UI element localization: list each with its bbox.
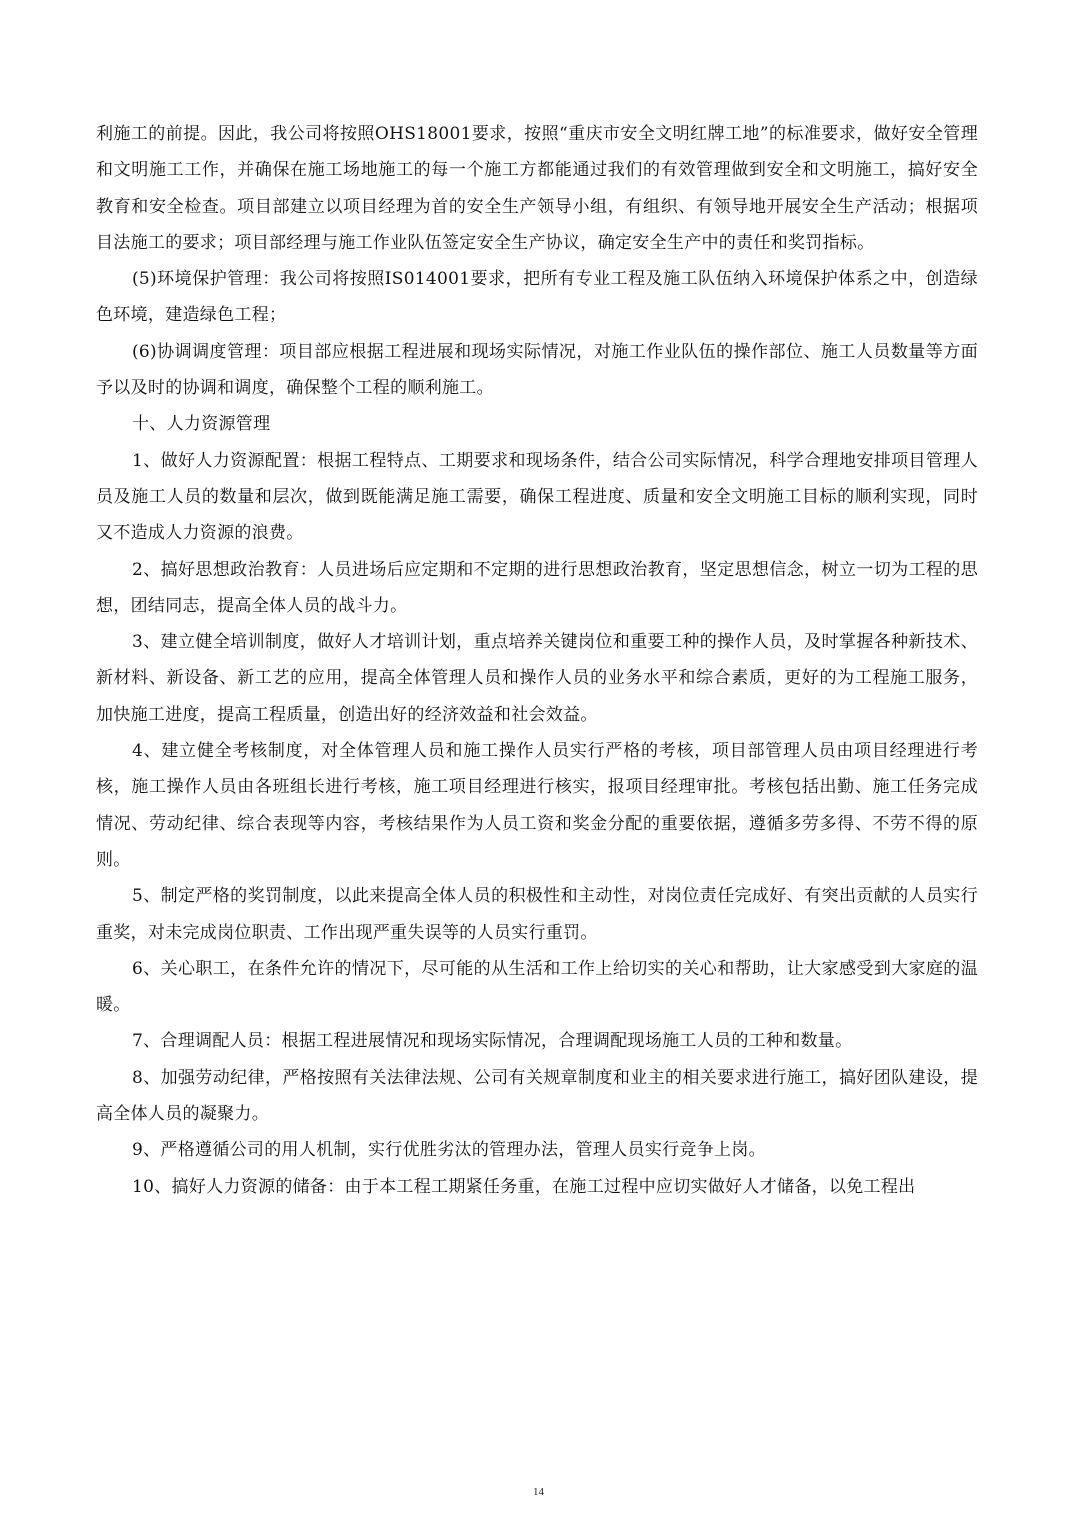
paragraph-item-2: 2、搞好思想政治教育：人员进场后应定期和不定期的进行思想政治教育，坚定思想信念，树立一切为工程的思想，团结同志，提高全体人员的战斗力。 — [96, 559, 978, 616]
paragraph-item-8: 8、加强劳动纪律，严格按照有关法律法规、公司有关规章制度和业主的相关要求进行施工，搞好团队建设，提高全体人员的凝聚力。 — [96, 1067, 978, 1125]
paragraph-item-6: 6、关心职工，在条件允许的情况下，尽可能的从生活和工作上给切实的关心和帮助，让大家感受到大家庭的温暖。 — [96, 958, 978, 1016]
paragraph-item-7: 7、合理调配人员：根据工程进展情况和现场实际情况，合理调配现场施工人员的工种和数量。 — [132, 1031, 853, 1052]
paragraph-environmental-management: (5)环境保护管理：我公司将按照IS014001要求，把所有专业工程及施工队伍纳入环境保护体系之中，创造绿色环境，建造绿色工程； — [96, 269, 978, 326]
paragraph-item-9: 9、严格遵循公司的用人机制，实行优胜劣汰的管理办法，管理人员实行竞争上岗。 — [132, 1140, 766, 1161]
paragraph-coordination-management: (6)协调调度管理：项目部应根据工程进展和现场实际情况，对施工作业队伍的操作部位、施工人员数量等方面予以及时的协调和调度，确保整个工程的顺利施工。 — [96, 341, 978, 399]
paragraph-item-4: 4、建立健全考核制度，对全体管理人员和施工操作人员实行严格的考核，项目部管理人员由项目经理进行考核，施工操作人员由各班组长进行考核，施工项目经理进行核实，报项目经理审批。考核包括出勤、施工任务完成情况、劳动纪律、综合表现等内容，考核结果作为人员工资和奖金分配的重要依据，遵循多劳多得、不劳不得的原则。 — [96, 741, 978, 870]
section-heading-human-resources: 十、人力资源管理 — [132, 414, 271, 435]
body-text — [96, 116, 978, 1205]
paragraph-item-3: 3、建立健全培训制度，做好人才培训计划，重点培养关键岗位和重要工种的操作人员，及时掌握各种新技术、新材料、新设备、新工艺的应用，提高全体管理人员和操作人员的业务水平和综合素质，更好的为工程施工服务，加快施工进度，提高工程质量，创造出好的经济效益和社会效益。 — [96, 632, 978, 725]
page-number: 14 — [533, 1486, 544, 1498]
paragraph-item-5: 5、制定严格的奖罚制度，以此来提高全体人员的积极性和主动性，对岗位责任完成好、有突出贡献的人员实行重奖，对未完成岗位职责、工作出现严重失误等的人员实行重罚。 — [96, 886, 978, 943]
paragraph-safety-management-continued: 利施工的前提。因此，我公司将按照OHS18001要求，按照“重庆市安全文明红牌工地”的标准要求，做好安全管理和文明施工工作，并确保在施工场地施工的每一个施工方都能通过我们的有效管理做到安全和文明施工，搞好安全教育和安全检查。项目部建立以项目经理为首的安全生产领导小组，有组织、有领导地开展安全生产活动；根据项目法施工的要求；项目部经理与施工作业队伍签定安全生产协议，确定安全生产中的责任和奖罚指标。 — [96, 124, 978, 253]
paragraph-item-10: 10、搞好人力资源的储备：由于本工程工期紧任务重，在施工过程中应切实做好人才储备，以免工程出 — [132, 1176, 916, 1197]
paragraph-item-1: 1、做好人力资源配置：根据工程特点、工期要求和现场条件，结合公司实际情况，科学合理地安排项目管理人员及施工人员的数量和层次，做到既能满足施工需要，确保工程进度、质量和安全文明施工目标的顺利实现，同时又不造成人力资源的浪费。 — [96, 450, 978, 544]
